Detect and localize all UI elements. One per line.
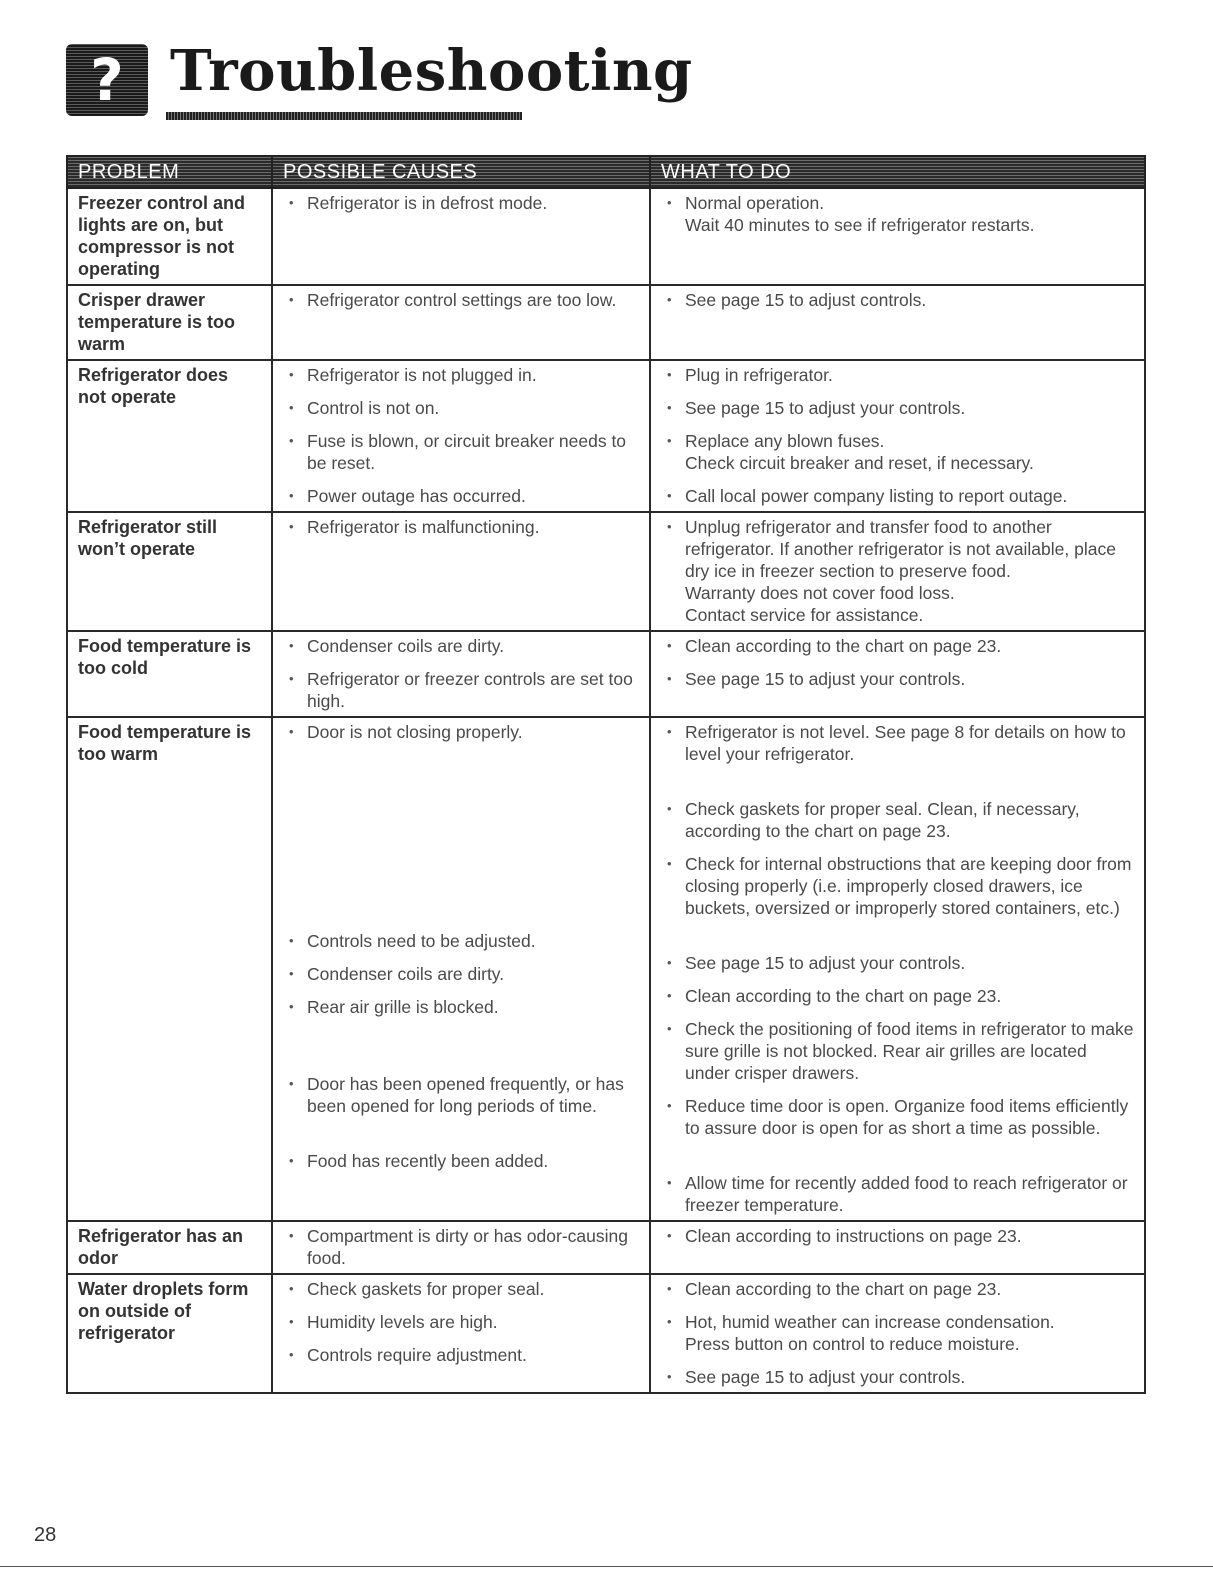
list-item — [661, 1366, 1134, 1388]
item-text: • Allow time for recently added food to reach refrigerator or freezer temperature. — [685, 1173, 1128, 1215]
list-item — [661, 430, 1134, 474]
item-text-continued: Wait 40 minutes to see if refrigerator restarts. — [685, 215, 1035, 235]
column-header-causes: POSSIBLE CAUSES — [272, 156, 650, 188]
todo-list — [661, 516, 1134, 626]
item-text: • Check the positioning of food items in refrigerator to make sure grille is not blocked. Rear air grilles are located under crisper drawers. — [685, 1019, 1134, 1083]
list-item — [283, 1344, 639, 1366]
item-text: • Check gaskets for proper seal. Clean, if necessary, according to the chart on page 23. — [685, 799, 1080, 841]
list-item — [283, 721, 639, 787]
problem-cell: Crisper drawer temperature is too warm — [67, 285, 272, 360]
list-item — [661, 516, 1134, 626]
item-text: • Clean according to instructions on page 23. — [685, 1226, 1022, 1246]
causes-cell — [272, 360, 650, 512]
list-item — [661, 485, 1134, 507]
item-text: • Unplug refrigerator and transfer food to another refrigerator. If another refrigerator is not available, place dry ice in freezer section to preserve food. — [685, 517, 1116, 581]
list-item — [661, 1311, 1134, 1355]
todo-cell — [650, 1221, 1145, 1274]
todo-list — [661, 289, 1134, 311]
item-text: • Door has been opened frequently, or has been opened for long periods of time. — [307, 1074, 624, 1116]
todo-cell — [650, 1274, 1145, 1393]
table-row — [67, 188, 1145, 285]
list-item — [661, 668, 1134, 690]
item-text: • Refrigerator is not level. See page 8 for details on how to level your refrigerator. — [685, 722, 1126, 764]
list-item — [661, 985, 1134, 1007]
causes-list — [283, 516, 639, 538]
list-item — [283, 516, 639, 538]
list-item — [283, 364, 639, 386]
list-item — [283, 430, 639, 474]
item-text: • Hot, humid weather can increase condensation. — [685, 1312, 1055, 1332]
table-row — [67, 1221, 1145, 1274]
table-header-row — [67, 156, 1145, 188]
list-item — [661, 1095, 1134, 1161]
table-row — [67, 1274, 1145, 1393]
table-row — [67, 512, 1145, 631]
list-item — [283, 485, 639, 507]
item-text: • Refrigerator is malfunctioning. — [307, 517, 540, 537]
item-text: • Check gaskets for proper seal. — [307, 1279, 545, 1299]
list-item — [661, 952, 1134, 974]
causes-list — [283, 289, 639, 311]
column-header-todo: WHAT TO DO — [650, 156, 1145, 188]
item-text: • Reduce time door is open. Organize food items efficiently to assure door is open for as short a time as possible. — [685, 1096, 1129, 1138]
item-text: • See page 15 to adjust your controls. — [685, 398, 966, 418]
list-item — [661, 397, 1134, 419]
item-text: • Refrigerator is not plugged in. — [307, 365, 537, 385]
item-text: • Humidity levels are high. — [307, 1312, 498, 1332]
todo-cell — [650, 285, 1145, 360]
list-item — [661, 1278, 1134, 1300]
item-text: • Controls require adjustment. — [307, 1345, 527, 1365]
item-text: • Control is not on. — [307, 398, 440, 418]
item-text: • Call local power company listing to report outage. — [685, 486, 1068, 506]
list-item — [661, 1172, 1134, 1216]
list-item — [661, 798, 1134, 842]
item-text: • Power outage has occurred. — [307, 486, 526, 506]
list-item — [661, 1225, 1134, 1247]
item-text: • See page 15 to adjust your controls. — [685, 669, 966, 689]
item-text: • Refrigerator is in defrost mode. — [307, 193, 548, 213]
problem-cell: Refrigerator still won’t operate — [67, 512, 272, 631]
item-text: • Plug in refrigerator. — [685, 365, 833, 385]
table-row — [67, 717, 1145, 1221]
todo-cell — [650, 631, 1145, 717]
footer-divider — [0, 1566, 1213, 1567]
list-item — [661, 364, 1134, 386]
list-item — [283, 289, 639, 311]
list-item — [283, 192, 639, 214]
item-text: • Clean according to the chart on page 23. — [685, 1279, 1002, 1299]
problem-cell: Freezer control and lights are on, but compressor is not operating — [67, 188, 272, 285]
causes-cell — [272, 1221, 650, 1274]
item-text: • Compartment is dirty or has odor-causing food. — [307, 1226, 628, 1268]
list-item — [661, 289, 1134, 311]
causes-cell — [272, 1274, 650, 1393]
todo-list — [661, 1278, 1134, 1388]
causes-list — [283, 192, 639, 214]
list-item — [661, 192, 1134, 236]
todo-cell — [650, 188, 1145, 285]
list-item — [283, 397, 639, 419]
troubleshooting-table — [66, 155, 1146, 1394]
item-text-continued: Contact service for assistance. — [685, 605, 924, 625]
table-row — [67, 631, 1145, 717]
list-item — [283, 1278, 639, 1300]
item-text-continued: Warranty does not cover food loss. — [685, 583, 955, 603]
item-text: • Condenser coils are dirty. — [307, 636, 505, 656]
list-item — [661, 635, 1134, 657]
page-title: Troubleshooting — [170, 38, 693, 104]
causes-cell — [272, 188, 650, 285]
item-text: • Food has recently been added. — [307, 1151, 549, 1171]
item-text-continued: Press button on control to reduce moisture. — [685, 1334, 1020, 1354]
item-text: • Rear air grille is blocked. — [307, 997, 499, 1017]
table-body — [67, 188, 1145, 1393]
todo-cell — [650, 360, 1145, 512]
problem-cell: Refrigerator does not operate — [67, 360, 272, 512]
item-text: • Check for internal obstructions that are keeping door from closing properly (i.e. improperly closed drawers, ice buckets, oversized or improperly stored containers, etc.) — [685, 854, 1132, 918]
list-item — [283, 668, 639, 712]
list-item — [283, 1225, 639, 1269]
todo-list — [661, 192, 1134, 236]
list-item — [661, 721, 1134, 787]
list-item — [283, 635, 639, 657]
todo-list — [661, 1225, 1134, 1247]
problem-cell: Water droplets form on outside of refrigerator — [67, 1274, 272, 1393]
todo-list — [661, 364, 1134, 507]
problem-cell: Food temperature is too warm — [67, 717, 272, 1221]
item-text: • Controls need to be adjusted. — [307, 931, 536, 951]
item-text: • Condenser coils are dirty. — [307, 964, 505, 984]
page-number: 28 — [34, 1524, 57, 1546]
list-item — [283, 1073, 639, 1139]
title-underline — [166, 112, 522, 120]
causes-list — [283, 1278, 639, 1366]
list-item — [283, 1150, 639, 1194]
list-item — [283, 963, 639, 985]
table-row — [67, 360, 1145, 512]
item-text: • Clean according to the chart on page 23. — [685, 636, 1002, 656]
table-row — [67, 285, 1145, 360]
item-text: • See page 15 to adjust your controls. — [685, 953, 966, 973]
item-text: • Replace any blown fuses. — [685, 431, 885, 451]
causes-list — [283, 635, 639, 712]
causes-list — [283, 721, 639, 1194]
problem-cell: Refrigerator has an odor — [67, 1221, 272, 1274]
item-text: • Door is not closing properly. — [307, 722, 523, 742]
column-header-problem: PROBLEM — [67, 156, 272, 188]
question-mark-icon: ? — [66, 44, 148, 116]
item-text: • Normal operation. — [685, 193, 825, 213]
list-item — [283, 1311, 639, 1333]
causes-list — [283, 1225, 639, 1269]
list-item — [283, 996, 639, 1062]
item-text-continued: Check circuit breaker and reset, if necessary. — [685, 453, 1034, 473]
list-item — [661, 1018, 1134, 1084]
causes-cell — [272, 717, 650, 1221]
item-text: • Refrigerator or freezer controls are set too high. — [307, 669, 633, 711]
list-item — [283, 930, 639, 952]
item-text: • Refrigerator control settings are too low. — [307, 290, 617, 310]
causes-cell — [272, 285, 650, 360]
list-item — [661, 853, 1134, 941]
todo-cell — [650, 717, 1145, 1221]
item-text: • See page 15 to adjust your controls. — [685, 1367, 966, 1387]
todo-list — [661, 635, 1134, 690]
item-text: • See page 15 to adjust controls. — [685, 290, 927, 310]
problem-cell: Food temperature is too cold — [67, 631, 272, 717]
causes-cell — [272, 512, 650, 631]
todo-list — [661, 721, 1134, 1216]
todo-cell — [650, 512, 1145, 631]
causes-list — [283, 364, 639, 507]
item-text: • Clean according to the chart on page 23. — [685, 986, 1002, 1006]
item-text: • Fuse is blown, or circuit breaker needs to be reset. — [307, 431, 627, 473]
causes-cell — [272, 631, 650, 717]
